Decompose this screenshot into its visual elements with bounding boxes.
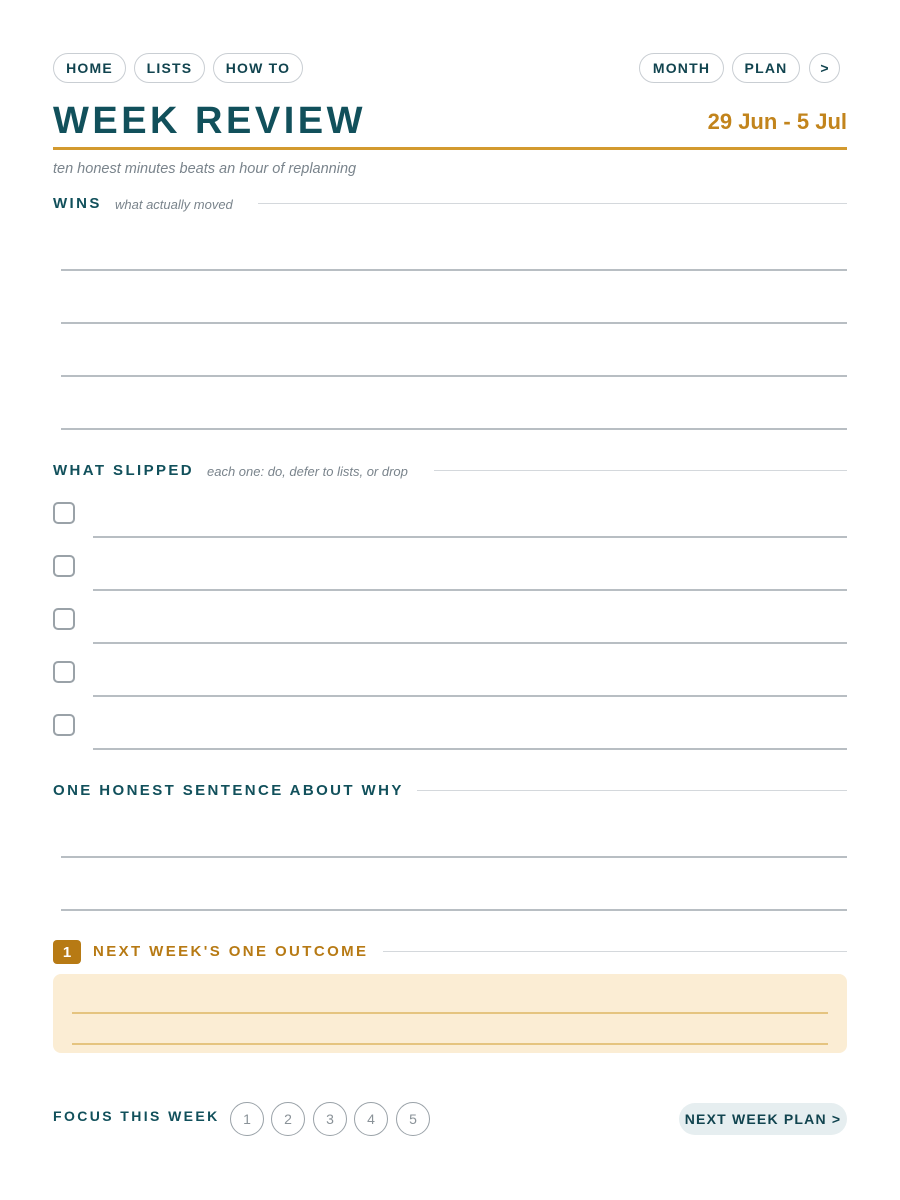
slipped-checkbox[interactable] [53,608,75,630]
slipped-checkbox[interactable] [53,661,75,683]
focus-rating-5[interactable]: 5 [396,1102,430,1136]
outcome-heading-rule [383,951,847,952]
outcome-input-box[interactable] [53,974,847,1053]
slipped-checkbox[interactable] [53,502,75,524]
wins-line[interactable] [61,269,847,271]
nav-home-button[interactable]: HOME [53,53,126,83]
slipped-line[interactable] [93,748,847,750]
slipped-line[interactable] [93,589,847,591]
why-heading: ONE HONEST SENTENCE ABOUT WHY [53,782,404,799]
slipped-checkbox[interactable] [53,714,75,736]
wins-heading-rule [258,203,847,204]
outcome-heading: NEXT WEEK'S ONE OUTCOME [93,943,369,960]
nav-lists-button[interactable]: LISTS [134,53,205,83]
why-line[interactable] [61,909,847,911]
focus-rating-2[interactable]: 2 [271,1102,305,1136]
tagline: ten honest minutes beats an hour of replanning [53,161,357,177]
slipped-heading-rule [434,470,847,471]
slipped-subtitle: each one: do, defer to lists, or drop [207,464,408,479]
nav-next-button[interactable]: > [809,53,840,83]
wins-subtitle: what actually moved [115,197,233,212]
why-heading-rule [417,790,847,791]
outcome-line[interactable] [72,1012,828,1014]
slipped-line[interactable] [93,536,847,538]
nav-plan-button[interactable]: PLAN [732,53,800,83]
nav-month-button[interactable]: MONTH [639,53,724,83]
nav-how-to-button[interactable]: HOW TO [213,53,303,83]
wins-heading: WINS [53,195,102,212]
wins-line[interactable] [61,375,847,377]
slipped-line[interactable] [93,695,847,697]
outcome-number-badge: 1 [53,940,81,964]
why-line[interactable] [61,856,847,858]
focus-rating-1[interactable]: 1 [230,1102,264,1136]
wins-line[interactable] [61,428,847,430]
outcome-line[interactable] [72,1043,828,1045]
next-week-plan-button[interactable]: NEXT WEEK PLAN > [679,1103,847,1135]
header-divider [53,147,847,150]
page-title: WEEK REVIEW [53,100,366,142]
focus-label: FOCUS THIS WEEK [53,1108,220,1124]
focus-rating-4[interactable]: 4 [354,1102,388,1136]
slipped-line[interactable] [93,642,847,644]
wins-line[interactable] [61,322,847,324]
focus-rating-3[interactable]: 3 [313,1102,347,1136]
slipped-checkbox[interactable] [53,555,75,577]
date-range: 29 Jun - 5 Jul [707,109,847,134]
slipped-heading: WHAT SLIPPED [53,462,195,479]
